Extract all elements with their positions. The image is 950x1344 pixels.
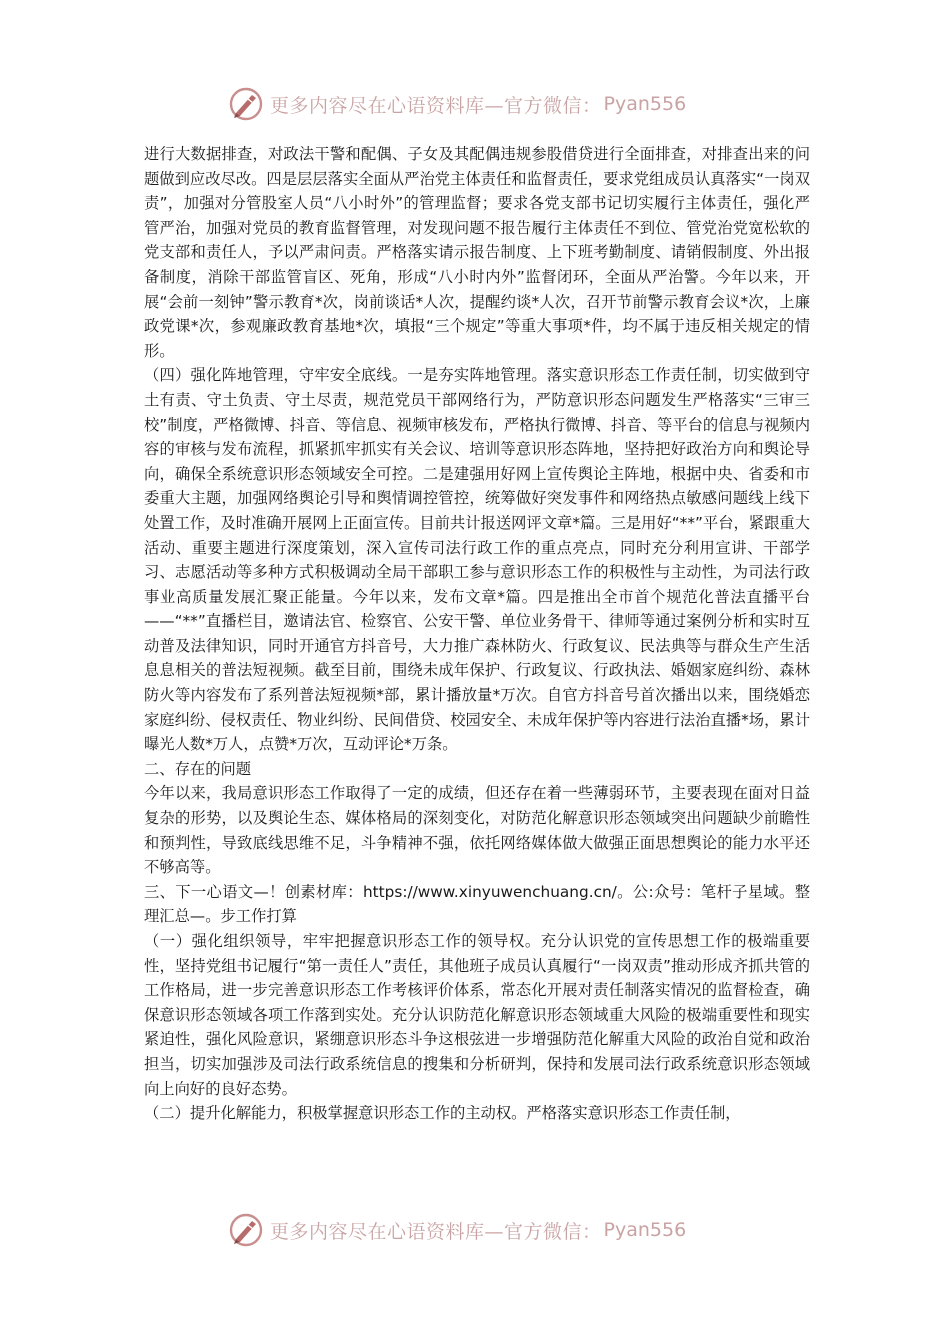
pen-logo-icon: [228, 1212, 264, 1248]
watermark-handle: Pyan556: [603, 93, 687, 115]
paragraph-4: （一）强化组织领导，牢牢把握意识形态工作的领导权。充分认识党的宣传思想工作的极端重要性，坚持党组书记履行“第一责任人”责任，其他班子成员认真履行“一岗双责”推动形成齐抓共管的工作格局，进一步完善意识形态工作考核评价体系，常态化开展对责任制落实情况的监督检查，确保意识形态领域各项工作落到实处。充分认识防范化解意识形态领域重大风险的极端重要性和现实紧迫性，强化风险意识，紧绷意识形态斗争这根弦进一步增强防范化解重大风险的政治自觉和政治担当，切实加强涉及司法行政系统信息的搜集和分析研判，保持和发展司法行政系统意识形态领域向上向好的良好态势。: [144, 932, 810, 1098]
paragraph-1: 进行大数据排查，对政法干警和配偶、子女及其配偶违规参股借贷进行全面排查，对排查出来的问题做到应改尽改。四是层层落实全面从严治党主体责任和监督责任，要求党组成员认真落实“一岗双责”，加强对分管股室人员“八小时外”的管理监督；要求各党支部书记切实履行主体责任，强化严管严治，加强对党员的教育监督管理，对发现问题不报告履行主体责任不到位、管党治党宽松软的党支部和责任人，予以严肃问责。严格落实请示报告制度、上下班考勤制度、请销假制度、外出报备制度，消除干部监管盲区、死角，形成“八小时内外”监督闭环，全面从严治警。今年以来，开展“会前一刻钟”警示教育*次，岗前谈话*人次，提醒约谈*人次，召开节前警示教育会议*次，上廉政党课*次，参观廉政教育基地*次，填报“三个规定”等重大事项*件，均不属于违反相关规定的情形。: [144, 145, 810, 360]
watermark-handle: Pyan556: [603, 1219, 687, 1241]
document-body: [144, 142, 810, 1126]
paragraph-5: （二）提升化解能力，积极掌握意识形态工作的主动权。严格落实意识形态工作责任制，: [144, 1104, 741, 1123]
watermark-text: 更多内容尽在心语资料库—官方微信：: [270, 1220, 602, 1243]
section-heading-problems: 二、存在的问题: [144, 759, 252, 778]
pen-logo-icon: [228, 86, 264, 122]
watermark-text: 更多内容尽在心语资料库—官方微信：: [270, 94, 602, 117]
paragraph-3: 今年以来，我局意识形态工作取得了一定的成绩，但还存在着一些薄弱环节，主要表现在面对日益复杂的形势，以及舆论生态、媒体格局的深刻变化，对防范化解意识形态领域突出问题缺少前瞻性和预判性，导致底线思维不足，斗争精神不强，依托网络媒体做大做强正面思想舆论的能力水平还不够高等。: [144, 784, 810, 877]
section-heading-next-steps: 三、下一心语文—！创素材库：https://www.xinyuwenchuang.cn/。公:众号：笔杆子星域。整理汇总—。步工作打算: [144, 882, 810, 926]
header-watermark: [228, 84, 686, 124]
paragraph-2: （四）强化阵地管理，守牢安全底线。一是夯实阵地管理。落实意识形态工作责任制，切实做到守土有责、守土负责、守土尽责，规范党员干部网络行为，严防意识形态问题发生严格落实“三审三校”制度，严格微博、抖音、等信息、视频审核发布，严格执行微博、抖音、等平台的信息与视频内容的审核与发布流程，抓紧抓牢抓实有关会议、培训等意识形态阵地，坚持把好政治方向和舆论导向，确保全系统意识形态领域安全可控。二是建强用好网上宣传舆论主阵地，根据中央、省委和市委重大主题，加强网络舆论引导和舆情调控管控，统筹做好突发事件和网络热点敏感问题线上线下处置工作，及时准确开展网上正面宣传。目前共计报送网评文章*篇。三是用好“**”平台，紧跟重大活动、重要主题进行深度策划，深入宣传司法行政工作的重点亮点，同时充分利用宣讲、干部学习、志愿活动等多种方式积极调动全局干部职工参与意识形态工作的积极性与主动性，为司法行政事业高质量发展汇聚正能量。今年以来，发布文章*篇。四是推出全市首个规范化普法直播平台——“**”直播栏目，邀请法官、检察官、公安干警、单位业务骨干、律师等通过案例分析和实时互动普及法律知识，同时开通官方抖音号，大力推广森林防火、行政复议、民法典等与群众生产生活息息相关的普法短视频。截至目前，围绕未成年保护、行政复议、行政执法、婚姻家庭纠纷、森林防火等内容发布了系列普法短视频*部，累计播放量*万次。自官方抖音号首次播出以来，围绕婚恋家庭纠纷、侵权责任、物业纠纷、民间借贷、校园安全、未成年保护等内容进行法治直播*场，累计曝光人数*万人，点赞*万次，互动评论*万条。: [144, 366, 810, 754]
footer-watermark: [228, 1210, 686, 1250]
